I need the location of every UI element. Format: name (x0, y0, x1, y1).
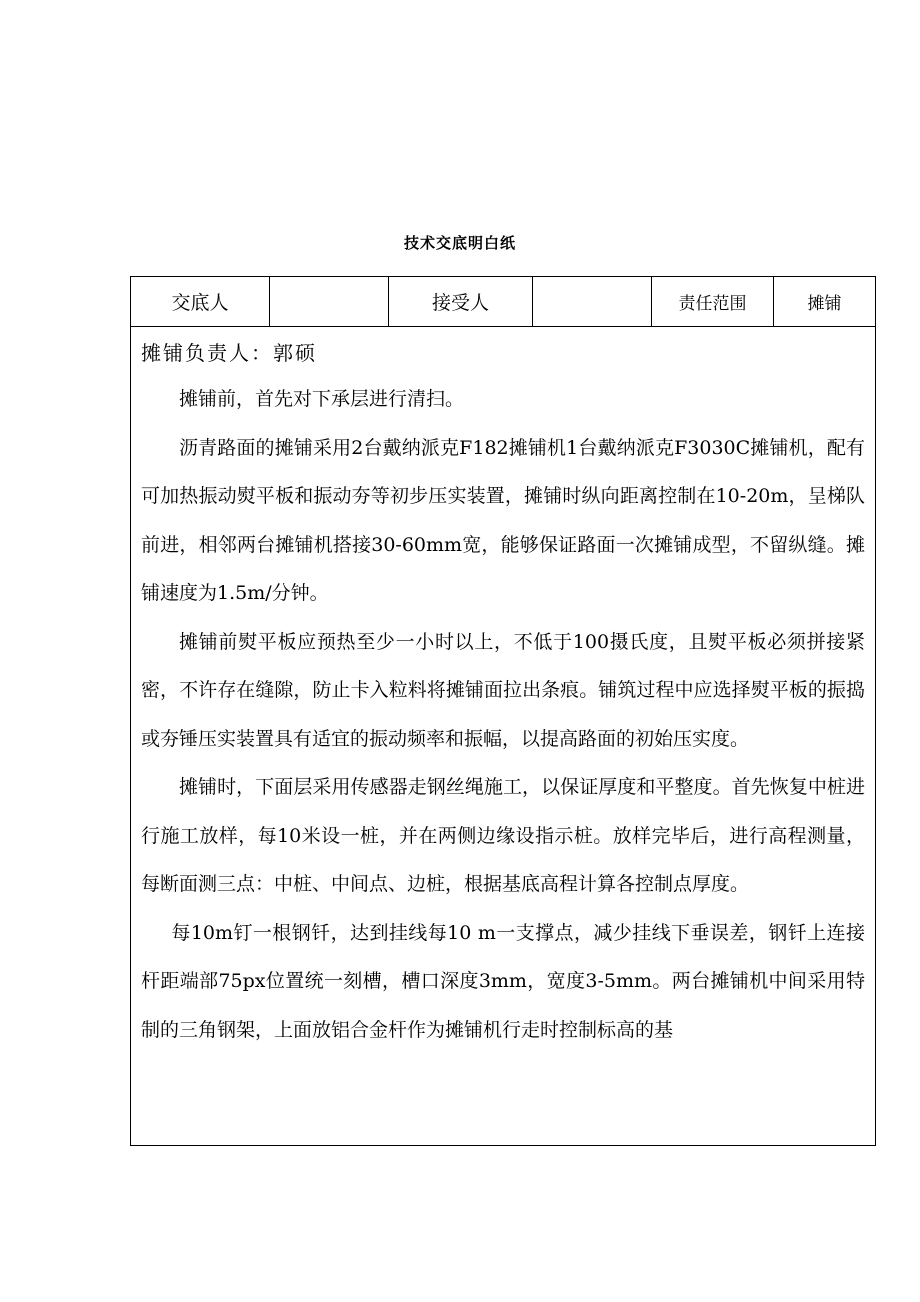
receiver-value (533, 277, 652, 326)
receiver-label: 接受人 (389, 277, 533, 326)
disclosure-form (130, 276, 876, 1146)
scope-value: 摊铺 (807, 294, 842, 314)
paragraph: 每10m钉一根钢钎，达到挂线每10 m一支撑点，减少挂线下垂误差，钢钎上连接杆距端部75px位置统一刻槽，槽口深度3mm，宽度3-5mm。两台摊铺机中间采用特制的三角钢架，上面放铝合金杆作为摊铺机行走时控制标高的基 (141, 921, 865, 1041)
form-header-row (131, 277, 875, 327)
paragraph: 摊铺前，首先对下承层进行清扫。 (179, 388, 465, 410)
form-body (131, 327, 875, 1054)
paragraph: 沥青路面的摊铺采用2台戴纳派克F182摊铺机1台戴纳派克F3030C摊铺机，配有可加热振动熨平板和振动夯等初步压实装置，摊铺时纵向距离控制在10-20m，呈梯队前进，相邻两台摊铺机搭接30-60mm宽，能够保证路面一次摊铺成型，不留纵缝。摊铺速度为1.5m/分钟。 (141, 436, 865, 604)
paragraph: 摊铺前熨平板应预热至少一小时以上，不低于100摄氏度，且熨平板必须拼接紧密，不许存在缝隙，防止卡入粒料将摊铺面拉出条痕。铺筑过程中应选择熨平板的振捣或夯锤压实装置具有适宜的振动频率和振幅，以提高路面的初始压实度。 (141, 630, 865, 750)
giver-label: 交底人 (131, 277, 270, 326)
paragraph: 摊铺时，下面层采用传感器走钢丝绳施工，以保证厚度和平整度。首先恢复中桩进行施工放样，每10米设一桩，并在两侧边缘设指示桩。放样完毕后，进行高程测量，每断面测三点：中桩、中间点、边桩，根据基底高程计算各控制点厚度。 (141, 776, 865, 895)
giver-value (270, 277, 389, 326)
scope-label: 责任范围 (652, 277, 774, 326)
document-title: 技术交底明白纸 (403, 234, 516, 252)
responsible-person: 摊铺负责人：郭硕 (141, 341, 317, 365)
